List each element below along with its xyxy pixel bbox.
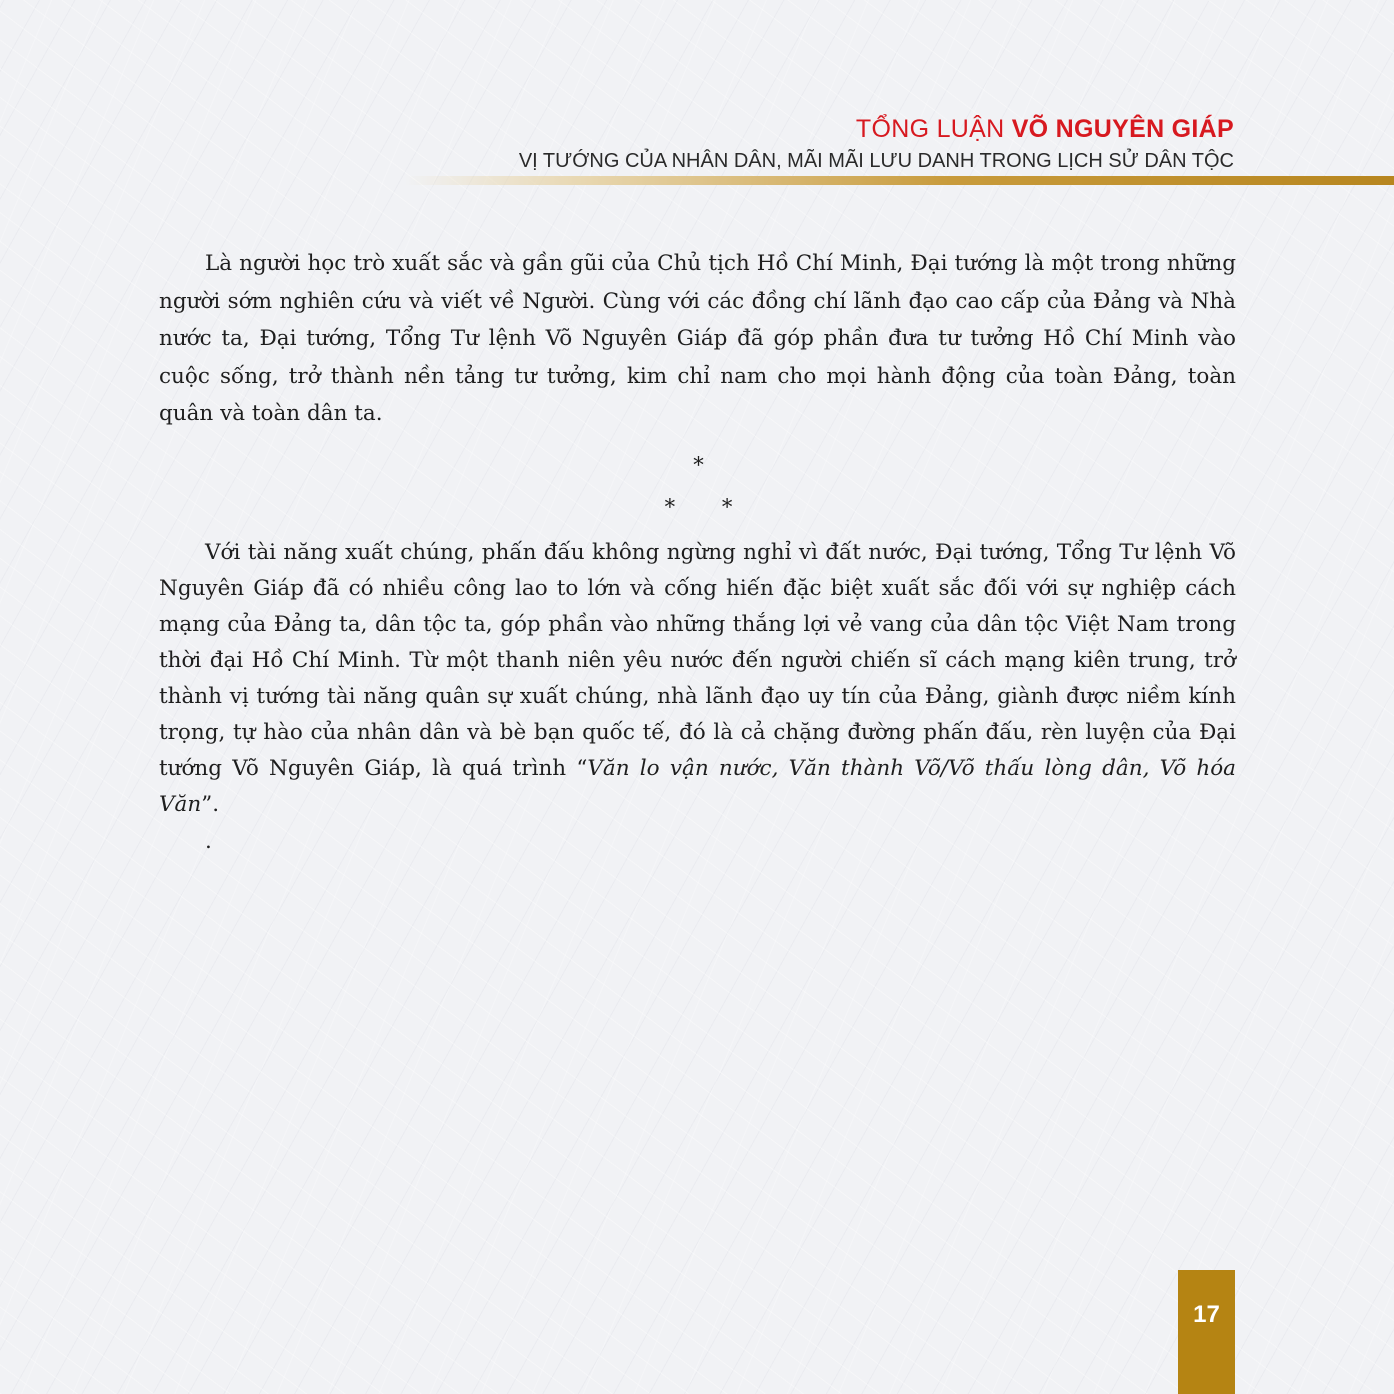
paragraph-2-main: Với tài năng xuất chúng, phấn đấu không ngừng nghỉ vì đất nước, Đại tướng, Tổng Tư lệnh Võ Nguyên Giáp đã có nhiều công lao to lớn và cống hiến đặc biệt xuất sắc đối với sự nghiệp cách mạng của Đảng ta, dân tộc ta, góp phần vào những thắng lợi vẻ vang của dân tộc Việt Nam trong thời đại Hồ Chí Minh. Từ một thanh niên yêu nước đến người chiến sĩ cách mạng kiên trung, trở thành vị tướng tài năng quân sự xuất chúng, nhà lãnh đạo uy tín của Đảng, giành được niềm kính trọng, tự hào của nhân dân và bè bạn quốc tế, đó là cả chặng đường phấn đấu, rèn luyện của Đại tướng Võ Nguyên Giáp, là quá trình “ <box>159 539 1236 781</box>
page-number: 17 <box>1193 1301 1220 1328</box>
book-title-plain: TỔNG LUẬN <box>855 115 1012 143</box>
trailing-dot: . <box>205 828 212 854</box>
page-number-badge <box>1178 1270 1235 1394</box>
paragraph-2-quote: Văn lo vận nước, Văn thành Võ/Võ thấu lòng dân, Võ hóa Văn <box>159 755 1236 817</box>
book-title <box>519 113 1234 145</box>
paragraph-2 <box>159 535 1236 823</box>
paragraph-2-end: ”. <box>201 791 220 817</box>
separator-stars-bottom: * * <box>664 494 733 519</box>
page-body <box>159 245 1236 860</box>
section-separator <box>159 453 1236 519</box>
paragraph-1: Là người học trò xuất sắc và gần gũi của Chủ tịch Hồ Chí Minh, Đại tướng là một trong những người sớm nghiên cứu và viết về Người. Cùng với các đồng chí lãnh đạo cao cấp của Đảng và Nhà nước ta, Đại tướng, Tổng Tư lệnh Võ Nguyên Giáp đã góp phần đưa tư tưởng Hồ Chí Minh vào cuộc sống, trở thành nền tảng tư tưởng, kim chỉ nam cho mọi hành động của toàn Đảng, toàn quân và toàn dân ta. <box>159 251 1236 426</box>
book-subtitle: VỊ TƯỚNG CỦA NHÂN DÂN, MÃI MÃI LƯU DANH TRONG LỊCH SỬ DÂN TỘC <box>518 150 1234 172</box>
running-header <box>519 113 1234 175</box>
separator-star-top: * <box>693 452 704 477</box>
book-title-bold: VÕ NGUYÊN GIÁP <box>1011 115 1234 143</box>
header-gold-rule <box>405 176 1394 185</box>
